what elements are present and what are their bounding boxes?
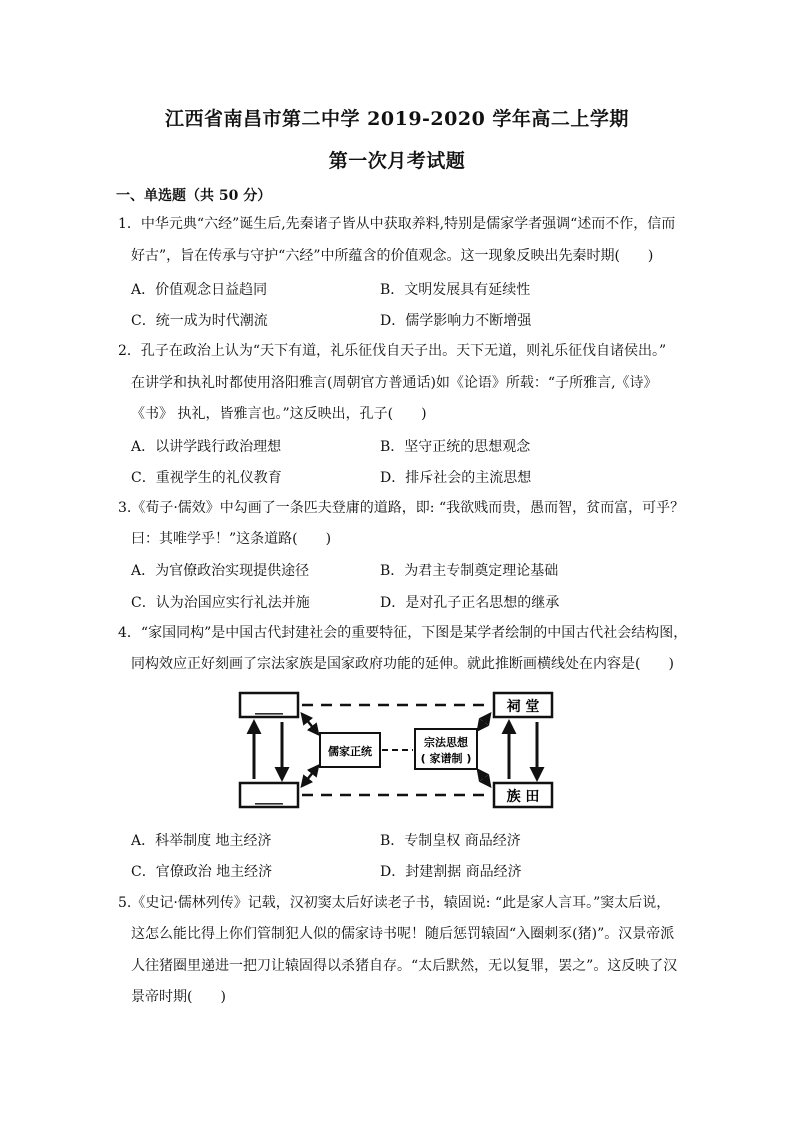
question-2-option-d[interactable]: D．排斥社会的主流思想 bbox=[380, 470, 532, 486]
question-5-line-1: 5.《史记·儒林列传》记载，汉初窦太后好读老子书，辕固说: “此是家人言耳。”窦太后说， bbox=[118, 895, 671, 911]
question-1-line-1: 1．中华元典“六经”诞生后,先秦诸子皆从中获取养料,特别是儒家学者强调“述而不作，信而 bbox=[118, 216, 676, 232]
diag-arrow-bottom-left bbox=[302, 766, 318, 786]
exam-title: 江西省南昌市第二中学 2019-2020 学年高二上学期 bbox=[165, 108, 629, 130]
social-structure-diagram bbox=[232, 684, 558, 818]
question-4-option-a[interactable]: A．科举制度 地主经济 bbox=[131, 833, 272, 849]
blank-box-top-text: ____ bbox=[255, 699, 283, 715]
question-4-option-c[interactable]: C．官僚政治 地主经济 bbox=[131, 864, 273, 880]
diag-arrow-top-right bbox=[478, 714, 490, 730]
section-heading: 一、单选题（共 50 分） bbox=[116, 188, 272, 204]
question-5-line-3: 人往猪圈里递进一把刀让辕固得以杀猪自存。“太后默然，无以复罪，罢之”。这反映了汉 bbox=[131, 958, 678, 974]
question-1-option-b[interactable]: B．文明发展具有延续性 bbox=[380, 282, 531, 298]
question-3-line-2: 曰：其唯学乎！”这条道路( ) bbox=[131, 531, 332, 547]
question-3-option-a[interactable]: A．为官僚政治实现提供途径 bbox=[131, 563, 310, 579]
genealogy-system-label: ( 家谱制 ) bbox=[420, 752, 472, 765]
question-3-option-c[interactable]: C．认为治国应实行礼法并施 bbox=[131, 595, 310, 611]
question-2-line-1: 2．孔子在政治上认为“天下有道，礼乐征伐自天子出。天下无道，则礼乐征伐自诸侯出。” bbox=[118, 343, 667, 359]
blank-box-bottom-text: ____ bbox=[255, 789, 283, 805]
question-2-line-2: 在讲学和执礼时都使用洛阳雅言(周朝官方普通话)如《论语》所载：“子所雅言,《诗》 bbox=[131, 375, 658, 391]
question-2-option-b[interactable]: B．坚守正统的思想观念 bbox=[380, 439, 531, 455]
question-2-line-3: 《书》 执礼，皆雅言也。”这反映出，孔子( ) bbox=[131, 406, 427, 422]
diag-arrow-top-left bbox=[302, 714, 318, 734]
question-4-option-b[interactable]: B．专制皇权 商品经济 bbox=[380, 833, 521, 849]
patriarchal-thought-label: 宗法思想 bbox=[424, 736, 468, 749]
question-1-line-2: 好古”，旨在传承与守护“六经”中所蕴含的价值观念。这一现象反映出先秦时期( ) bbox=[131, 248, 654, 264]
question-2-option-c[interactable]: C．重视学生的礼仪教育 bbox=[131, 470, 282, 486]
question-2-option-a[interactable]: A．以讲学践行政治理想 bbox=[131, 439, 282, 455]
confucian-orthodoxy-label: 儒家正统 bbox=[328, 745, 372, 758]
question-5-line-2: 这怎么能比得上你们管制犯人似的儒家诗书呢！随后惩罚辕固“入圈刺豕(猪)”。汉景帝派 bbox=[131, 926, 675, 942]
question-4-line-1: 4．“家国同构”是中国古代封建社会的重要特征，下图是某学者绘制的中国古代社会结构图， bbox=[118, 625, 688, 641]
question-3-option-d[interactable]: D．是对孔子正名思想的继承 bbox=[380, 595, 560, 611]
question-5-line-4: 景帝时期( ) bbox=[131, 989, 226, 1005]
question-4-line-2: 同构效应正好刻画了宗法家族是国家政府功能的延伸。就此推断画横线处在内容是( ) bbox=[131, 656, 674, 672]
question-3-option-b[interactable]: B．为君主专制奠定理论基础 bbox=[380, 563, 559, 579]
ancestral-hall-label: 祠 堂 bbox=[506, 699, 540, 715]
question-1-option-a[interactable]: A．价值观念日益趋同 bbox=[131, 282, 268, 298]
diag-arrow-bottom-right bbox=[478, 770, 490, 786]
clan-land-label: 族 田 bbox=[506, 789, 540, 805]
question-1-option-c[interactable]: C．统一成为时代潮流 bbox=[131, 313, 268, 329]
question-3-line-1: 3.《荀子·儒效》中勾画了一条匹夫登庸的道路，即: “我欲贱而贵，愚而智，贫而富，可乎？ bbox=[118, 500, 685, 516]
exam-subtitle: 第一次月考试题 bbox=[328, 150, 466, 172]
question-4-option-d[interactable]: D．封建割据 商品经济 bbox=[380, 864, 522, 880]
question-1-option-d[interactable]: D．儒学影响力不断增强 bbox=[380, 313, 532, 329]
